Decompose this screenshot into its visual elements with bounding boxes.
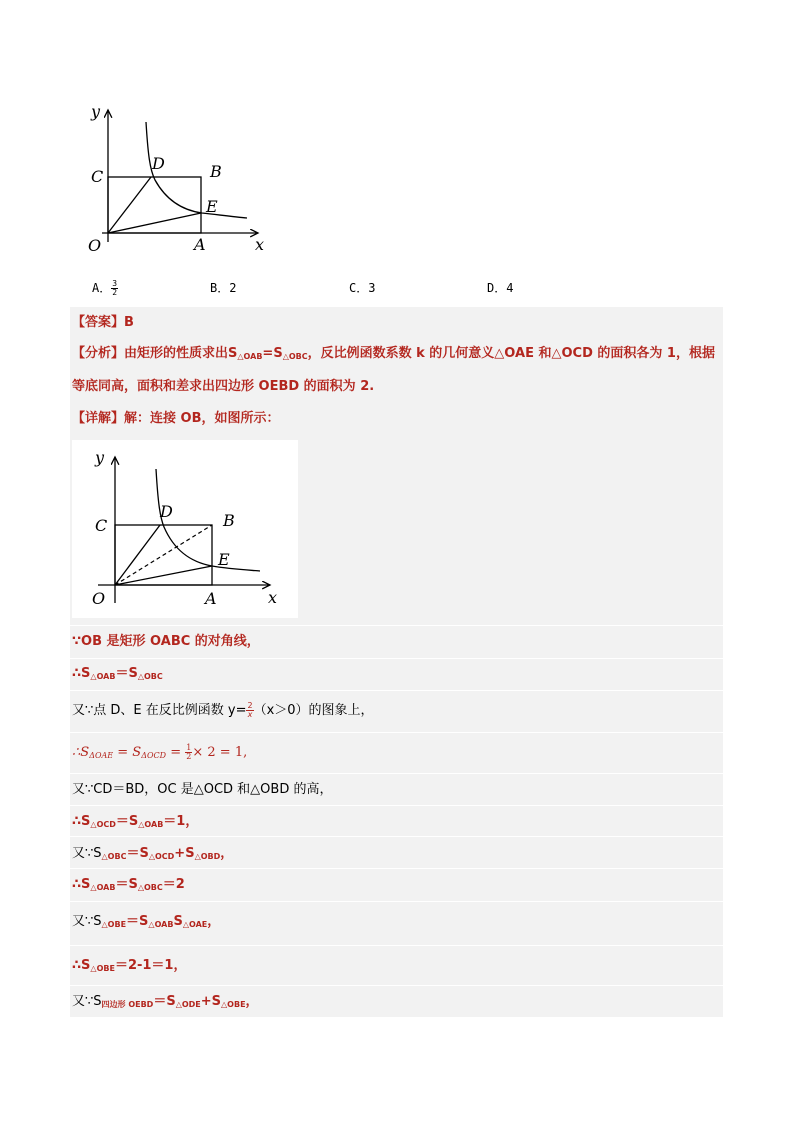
step-2-sub-1: △OAB bbox=[90, 672, 116, 681]
step-11-sub-3: △OBE bbox=[221, 1000, 246, 1009]
label-a-2: A bbox=[205, 589, 217, 608]
step-2 bbox=[72, 666, 163, 685]
analysis-tag: 【分析】 bbox=[72, 346, 125, 361]
step-6-a: ∴S bbox=[72, 814, 91, 829]
step-11-b: ＝S bbox=[153, 994, 176, 1009]
step-11-c: +S bbox=[200, 994, 222, 1009]
label-c: C bbox=[91, 167, 104, 186]
detail-line bbox=[72, 411, 280, 427]
step-7-d: ， bbox=[220, 846, 234, 861]
analysis-line-1 bbox=[72, 346, 715, 365]
analysis-eq: =S bbox=[262, 346, 283, 361]
step-4-sub-1: ΔOAE bbox=[89, 751, 114, 760]
step-7-sub-2: △OCD bbox=[148, 852, 175, 861]
step-9-sub-3: △OAE bbox=[182, 920, 208, 929]
step-3 bbox=[72, 702, 374, 719]
step-11-d: ， bbox=[245, 994, 259, 1009]
segment-oe bbox=[108, 213, 201, 233]
sep-1 bbox=[70, 625, 723, 626]
sep-7 bbox=[70, 836, 723, 837]
option-a-fraction bbox=[111, 280, 118, 297]
step-6-c: ＝1， bbox=[163, 814, 199, 829]
step-4-c: = bbox=[166, 745, 186, 760]
label-b: B bbox=[210, 162, 222, 181]
sep-3 bbox=[70, 690, 723, 691]
step-1-text: ∵OB 是矩形 OABC 的对角线， bbox=[72, 634, 260, 649]
rectangle-oabc bbox=[108, 177, 201, 233]
answer-value: B bbox=[124, 315, 134, 330]
step-10-a: ∴S bbox=[72, 958, 91, 973]
option-a bbox=[92, 279, 118, 297]
analysis-sub-1: △OAB bbox=[237, 352, 263, 361]
analysis-sub-2: △OBC bbox=[282, 352, 308, 361]
analysis-line-2: 等底同高，面积和差求出四边形 OEBD 的面积为 2. bbox=[72, 379, 375, 394]
label-y-2: y bbox=[95, 448, 105, 467]
detail-tag: 【详解】 bbox=[72, 411, 125, 426]
step-9-a: 又∵S bbox=[72, 914, 102, 929]
step-10 bbox=[72, 958, 186, 977]
step-3-numerator: 2 bbox=[247, 701, 253, 710]
label-o: O bbox=[88, 236, 102, 255]
step-10-b: ＝2-1＝1， bbox=[114, 958, 187, 973]
step-8-b: ＝S bbox=[115, 877, 138, 892]
label-x: x bbox=[255, 235, 265, 254]
step-7-b: ＝S bbox=[126, 846, 149, 861]
label-d-2: D bbox=[160, 502, 173, 521]
step-2-b: ＝S bbox=[115, 666, 138, 681]
step-4-b: = S bbox=[113, 745, 142, 760]
sep-5 bbox=[70, 773, 723, 774]
step-4-numerator: 1 bbox=[186, 743, 192, 752]
sep-2 bbox=[70, 658, 723, 659]
option-a-label: A． bbox=[92, 281, 112, 295]
sep-6 bbox=[70, 805, 723, 806]
option-b: B．2 bbox=[210, 281, 237, 295]
step-4 bbox=[72, 744, 247, 764]
step-6-sub-1: △OCD bbox=[90, 820, 116, 829]
label-b-2: B bbox=[223, 511, 235, 530]
sep-10 bbox=[70, 945, 723, 946]
sep-11 bbox=[70, 985, 723, 986]
step-5: 又∵CD＝BD，OC 是△OCD 和△OBD 的高， bbox=[72, 782, 333, 797]
answer-tag: 【答案】 bbox=[72, 315, 125, 330]
step-9-b: ＝S bbox=[126, 914, 149, 929]
step-9 bbox=[72, 914, 220, 933]
figure-rectangle-hyperbola bbox=[80, 100, 280, 260]
step-11-sub-1: 四边形 OEBD bbox=[101, 1000, 154, 1009]
step-3-b: （x＞0）的图象上， bbox=[253, 703, 374, 718]
step-10-sub-1: △OBE bbox=[90, 964, 115, 973]
step-4-sub-2: ΔOCD bbox=[141, 751, 167, 760]
step-11-a: 又∵S bbox=[72, 994, 102, 1009]
answer-line bbox=[72, 315, 134, 331]
sep-4 bbox=[70, 732, 723, 733]
step-7-sub-1: △OBC bbox=[101, 852, 127, 861]
step-1 bbox=[72, 634, 260, 650]
step-8 bbox=[72, 877, 185, 896]
label-o-2: O bbox=[92, 589, 106, 608]
step-3-a: 又∵点 D、E 在反比例函数 y= bbox=[72, 703, 247, 718]
step-11 bbox=[72, 994, 259, 1013]
label-x-2: x bbox=[268, 588, 278, 607]
step-8-sub-1: △OAB bbox=[90, 883, 116, 892]
sep-9 bbox=[70, 901, 723, 902]
step-4-denominator: 2 bbox=[186, 752, 192, 761]
step-7-sub-3: △OBD bbox=[194, 852, 221, 861]
sep-8 bbox=[70, 868, 723, 869]
step-6-sub-2: △OAB bbox=[138, 820, 164, 829]
option-a-numerator: 3 bbox=[112, 279, 118, 288]
step-6 bbox=[72, 814, 198, 833]
step-8-a: ∴S bbox=[72, 877, 91, 892]
step-9-d: ， bbox=[207, 914, 221, 929]
step-8-sub-2: △OBC bbox=[137, 883, 163, 892]
step-2-a: ∴S bbox=[72, 666, 91, 681]
analysis-text-1: 由矩形的性质求出S bbox=[124, 346, 238, 361]
step-9-c: S bbox=[173, 914, 183, 929]
step-7 bbox=[72, 846, 233, 865]
option-a-denominator: 2 bbox=[112, 288, 118, 297]
step-7-c: +S bbox=[174, 846, 195, 861]
step-4-d: × 2 = 1, bbox=[192, 745, 248, 760]
label-c-2: C bbox=[95, 516, 108, 535]
label-e: E bbox=[206, 197, 218, 216]
step-8-c: ＝2 bbox=[162, 877, 185, 892]
detail-text: 解：连接 OB，如图所示： bbox=[124, 411, 280, 426]
analysis-text-2: ，反比例函数系数 k 的几何意义△OAE 和△OCD 的面积各为 1，根据 bbox=[307, 346, 715, 361]
step-11-sub-2: △ODE bbox=[175, 1000, 201, 1009]
step-9-sub-1: △OBE bbox=[101, 920, 127, 929]
label-a: A bbox=[194, 235, 206, 254]
step-3-denominator: x bbox=[247, 710, 253, 719]
step-4-a: ∴S bbox=[72, 745, 90, 760]
label-e-2: E bbox=[218, 550, 230, 569]
figure-with-diagonal bbox=[80, 445, 290, 615]
option-d: D．4 bbox=[487, 281, 514, 295]
step-3-fraction bbox=[246, 702, 253, 719]
step-7-a: 又∵S bbox=[72, 846, 102, 861]
step-2-sub-2: △OBC bbox=[137, 672, 163, 681]
label-d: D bbox=[152, 154, 165, 173]
option-c: C．3 bbox=[349, 281, 376, 295]
step-9-sub-2: △OAB bbox=[148, 920, 174, 929]
segment-od-2 bbox=[115, 525, 160, 585]
label-y: y bbox=[91, 102, 101, 121]
step-6-b: ＝S bbox=[115, 814, 139, 829]
